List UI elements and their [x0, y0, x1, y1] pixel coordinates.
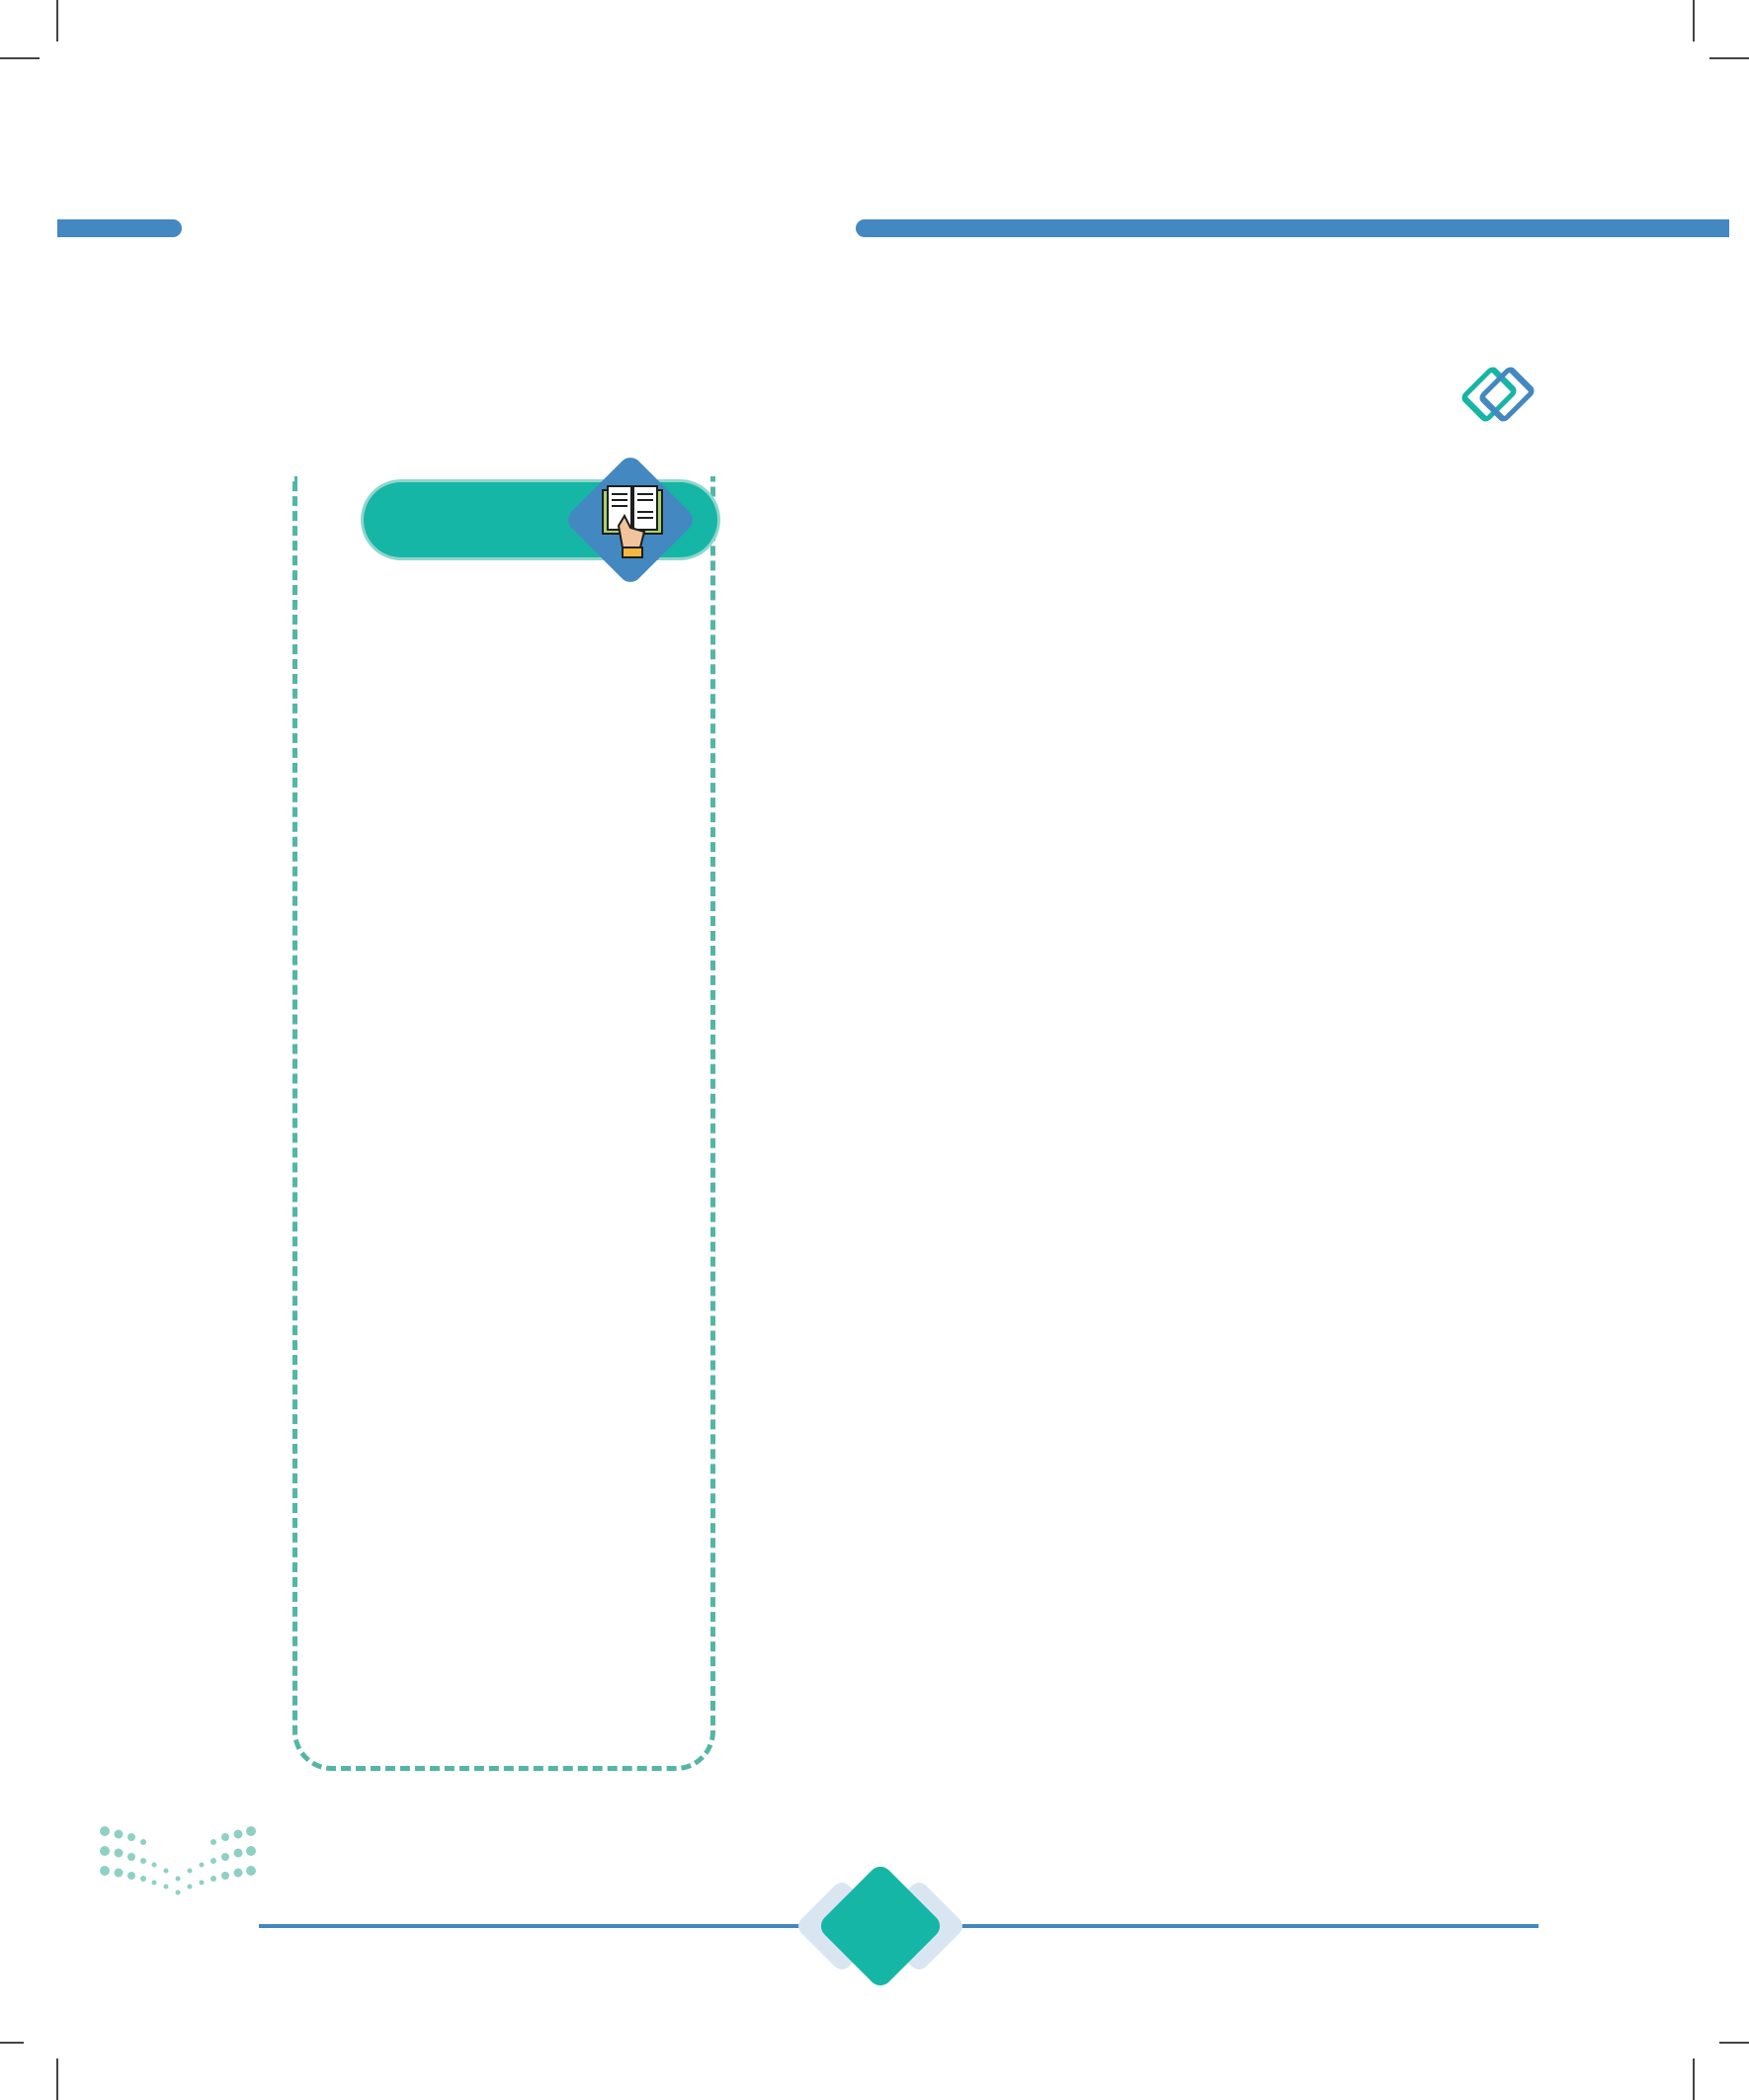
crop-mark [0, 2042, 24, 2044]
crop-mark [56, 0, 58, 42]
crop-mark [56, 2058, 58, 2100]
double-diamond-icon [1464, 364, 1532, 427]
header-accent-bar-left [57, 219, 182, 237]
crop-mark [1693, 2058, 1695, 2100]
info-sidebar-box [292, 476, 715, 1771]
crop-mark [0, 57, 40, 59]
open-book-hand-icon [601, 482, 664, 563]
section-heading [1451, 364, 1532, 427]
crop-mark [1709, 57, 1749, 59]
sidebar-text [326, 623, 687, 652]
page-number-badge [816, 1862, 945, 1990]
crop-mark [1719, 2042, 1749, 2044]
crop-mark [1693, 0, 1695, 42]
ministry-logo-icon [95, 1823, 312, 1897]
header-accent-bar-right [856, 219, 1729, 237]
